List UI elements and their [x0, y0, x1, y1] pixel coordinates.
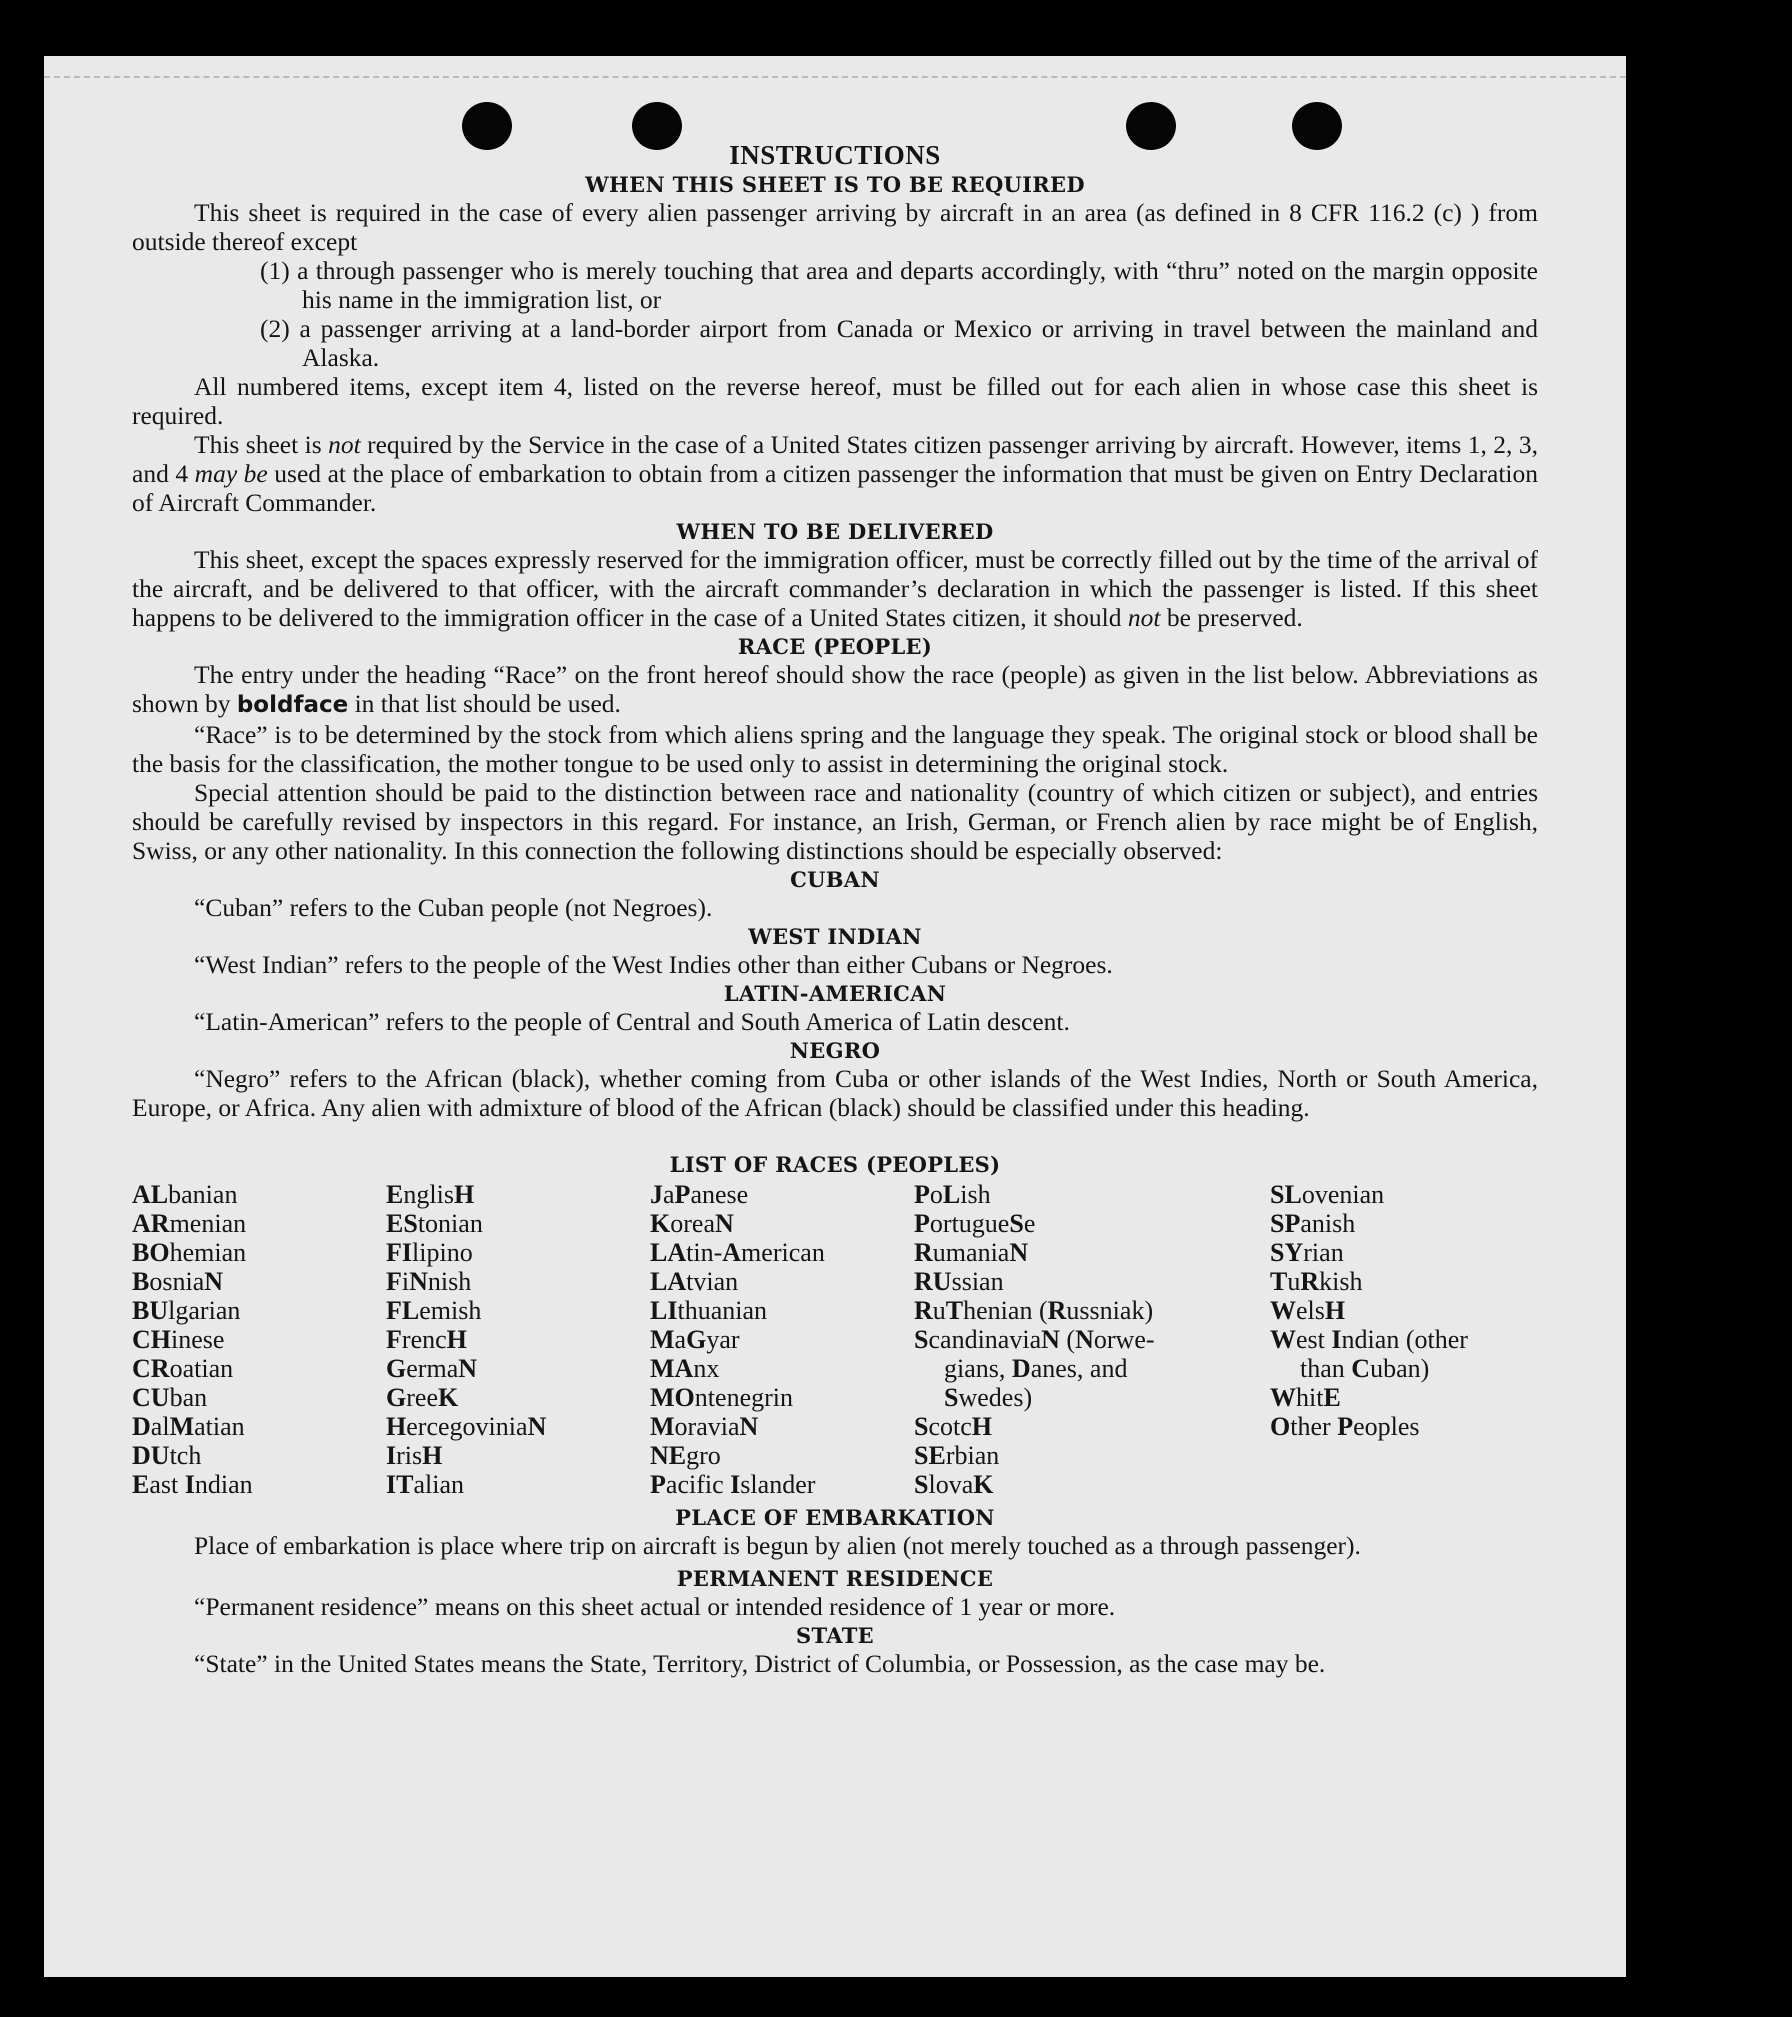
- paragraph: This sheet is required in the case of every alien passenger arriving by aircraft in an area (as defined in 8 CFR 116.2 (c) ) from outside thereof except: [132, 198, 1538, 256]
- race-item: MOntenegrin: [650, 1383, 794, 1412]
- race-item: LIthuanian: [650, 1296, 768, 1325]
- race-item: SYrian: [1270, 1238, 1344, 1267]
- list-item: (2) a passenger arriving at a land-border airport from Canada or Mexico or arriving in travel between the mainland and Alaska.: [260, 314, 1538, 372]
- race-item: RuThenian (Russniak): [914, 1296, 1154, 1325]
- race-item: EnglisH: [386, 1180, 475, 1209]
- race-item: PoLish: [914, 1180, 991, 1209]
- race-column: [914, 1180, 1270, 1499]
- punch-hole: [1126, 102, 1176, 150]
- race-item: SLovenian: [1270, 1180, 1385, 1209]
- paragraph: “West Indian” refers to the people of the West Indies other than either Cubans or Negroes.: [194, 950, 1113, 979]
- race-item: BosniaN: [132, 1267, 224, 1296]
- race-item: ITalian: [386, 1470, 465, 1499]
- race-column: [132, 1180, 386, 1499]
- section-heading: RACE (PEOPLE): [737, 634, 933, 659]
- page-title: INSTRUCTIONS: [729, 140, 941, 170]
- race-item: ALbanian: [132, 1180, 238, 1209]
- race-item: ARmenian: [132, 1209, 247, 1238]
- race-item: MoraviaN: [650, 1412, 759, 1441]
- race-item: FrencH: [386, 1325, 467, 1354]
- paragraph: This sheet, except the spaces expressly reserved for the immigration officer, must be correctly filled out by the time of the arrival of the aircraft, and be delivered to that officer, with the aircraft commander’s declaration in which the passenger is listed. If this sheet happens to be delivered to the immigration officer in the case of a United States citizen, it should not be preserved.: [132, 545, 1538, 632]
- section-heading: WHEN THIS SHEET IS TO BE REQUIRED: [585, 172, 1085, 197]
- race-item: HercegoviniaN: [386, 1412, 547, 1441]
- race-item: DUtch: [132, 1441, 202, 1470]
- race-item: DalMatian: [132, 1412, 245, 1441]
- paragraph: The entry under the heading “Race” on the front hereof should show the race (people) as given in the list below. Abbreviations as shown by boldface in that list should be used.: [132, 660, 1538, 718]
- race-item: GermaN: [386, 1354, 478, 1383]
- paragraph: “Permanent residence” means on this sheet actual or intended residence of 1 year or more.: [194, 1592, 1116, 1621]
- paragraph: “Cuban” refers to the Cuban people (not Negroes).: [194, 893, 713, 922]
- paragraph: “State” in the United States means the State, Territory, District of Columbia, or Possession, as the case may be.: [194, 1649, 1326, 1678]
- list-item: (1) a through passenger who is merely touching that area and departs accordingly, with “thru” noted on the margin opposite his name in the immigration list, or: [260, 256, 1538, 314]
- section-heading: NEGRO: [789, 1038, 881, 1063]
- race-item: LAtvian: [650, 1267, 739, 1296]
- race-item: East Indian: [132, 1470, 253, 1499]
- race-item: than Cuban): [1300, 1354, 1430, 1383]
- race-item: KoreaN: [650, 1209, 734, 1238]
- race-item: Pacific Islander: [650, 1470, 816, 1499]
- punch-hole: [1292, 102, 1342, 150]
- punch-hole: [632, 102, 682, 150]
- instruction-sheet: [44, 56, 1626, 1977]
- section-heading: PERMANENT RESIDENCE: [676, 1566, 994, 1591]
- paragraph: Place of embarkation is place where trip on aircraft is begun by alien (not merely touched as a through passenger).: [194, 1531, 1361, 1560]
- race-item: CRoatian: [132, 1354, 234, 1383]
- race-item: WhitE: [1270, 1383, 1341, 1412]
- race-item: FIlipino: [386, 1238, 473, 1267]
- race-item: ScandinaviaN (Norwe-: [914, 1325, 1155, 1354]
- race-item: BOhemian: [132, 1238, 247, 1267]
- race-item: JaPanese: [650, 1180, 749, 1209]
- race-item: gians, Danes, and: [944, 1354, 1128, 1383]
- race-item: Other Peoples: [1270, 1412, 1420, 1441]
- race-column: [386, 1180, 650, 1499]
- race-item: WelsH: [1270, 1296, 1346, 1325]
- paragraph: “Race” is to be determined by the stock from which aliens spring and the language they speak. The original stock or blood shall be the basis for the classification, the mother tongue to be used only to assist in determining the original stock.: [132, 720, 1538, 778]
- paragraph: “Latin-American” refers to the people of Central and South America of Latin descent.: [194, 1007, 1070, 1036]
- race-item: GreeK: [386, 1383, 459, 1412]
- race-item: CHinese: [132, 1325, 225, 1354]
- race-item: Swedes): [944, 1383, 1033, 1412]
- race-column: [650, 1180, 914, 1499]
- race-item: MaGyar: [650, 1325, 740, 1354]
- race-item: FiNnish: [386, 1267, 472, 1296]
- race-item: NEgro: [650, 1441, 721, 1470]
- race-item: IrisH: [386, 1441, 443, 1470]
- race-item: LAtin-American: [650, 1238, 825, 1267]
- race-item: ScotcH: [914, 1412, 993, 1441]
- race-item: BUlgarian: [132, 1296, 241, 1325]
- paragraph: Special attention should be paid to the distinction between race and nationality (country of which citizen or subject), and entries should be carefully revised by inspectors in this regard. For instance, an Irish, German, or French alien by race might be of English, Swiss, or any other nationality. In this connection the following distinctions should be especially observed:: [132, 778, 1538, 865]
- section-heading: WHEN TO BE DELIVERED: [676, 519, 994, 544]
- section-heading: LATIN-AMERICAN: [723, 981, 947, 1006]
- race-item: EStonian: [386, 1209, 483, 1238]
- race-item: SlovaK: [914, 1470, 994, 1499]
- race-list: [132, 1180, 1538, 1499]
- race-item: RUssian: [914, 1267, 1004, 1296]
- race-item: RumaniaN: [914, 1238, 1029, 1267]
- race-item: FLemish: [386, 1296, 482, 1325]
- race-item: MAnx: [650, 1354, 720, 1383]
- section-heading: LIST OF RACES (PEOPLES): [669, 1152, 1001, 1177]
- race-item: SPanish: [1270, 1209, 1356, 1238]
- section-heading: WEST INDIAN: [748, 924, 922, 949]
- paragraph: All numbered items, except item 4, listed on the reverse hereof, must be filled out for each alien in whose case this sheet is required.: [132, 372, 1538, 430]
- race-item: PortugueSe: [914, 1209, 1036, 1238]
- paragraph: “Negro” refers to the African (black), whether coming from Cuba or other islands of the West Indies, North or South America, Europe, or Africa. Any alien with admixture of blood of the African (black) should be classified under this heading.: [132, 1064, 1538, 1122]
- race-item: West Indian (other: [1270, 1325, 1468, 1354]
- section-heading: CUBAN: [790, 867, 880, 892]
- race-item: SErbian: [914, 1441, 1000, 1470]
- paragraph: This sheet is not required by the Service in the case of a United States citizen passenger arriving by aircraft. However, items 1, 2, 3, and 4 may be used at the place of embarkation to obtain from a citizen passenger the information that must be given on Entry Declaration of Aircraft Commander.: [132, 430, 1538, 517]
- race-item: TuRkish: [1270, 1267, 1363, 1296]
- section-heading: PLACE OF EMBARKATION: [675, 1505, 995, 1530]
- section-heading: STATE: [796, 1623, 874, 1648]
- race-item: CUban: [132, 1383, 208, 1412]
- punch-hole: [462, 102, 512, 150]
- race-column: [1270, 1180, 1538, 1499]
